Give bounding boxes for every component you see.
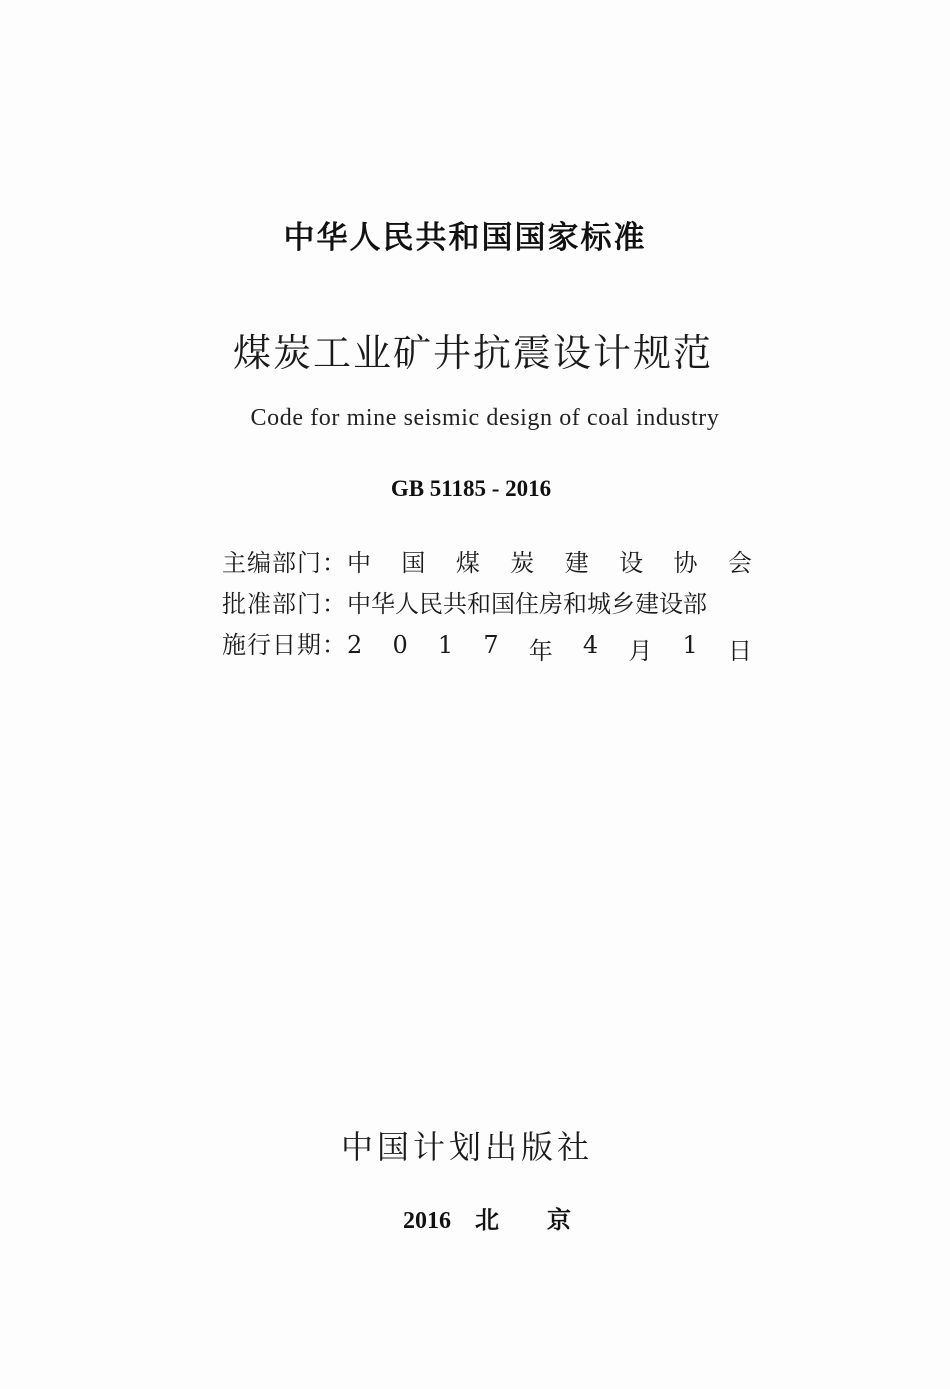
effective-date-char: 月 bbox=[628, 637, 653, 665]
editor-value-char: 国 bbox=[401, 549, 426, 577]
publication-city-char: 北 bbox=[475, 1208, 499, 1234]
editor-value-char: 设 bbox=[619, 549, 644, 577]
standard-title-chinese: 煤炭工业矿井抗震设计规范 bbox=[232, 331, 713, 375]
editor-value-char: 炭 bbox=[510, 549, 535, 577]
approver-value bbox=[347, 584, 752, 619]
effective-date-char: 1 bbox=[682, 631, 698, 659]
effective-date-char: 2 bbox=[347, 631, 363, 659]
effective-date-char: 4 bbox=[582, 631, 599, 659]
editor-row bbox=[222, 543, 752, 584]
effective-date-char: 7 bbox=[483, 631, 499, 659]
effective-date-char: 0 bbox=[392, 631, 408, 659]
publication-year: 2016 bbox=[403, 1208, 451, 1234]
editor-value-char: 会 bbox=[727, 549, 752, 577]
effective-date-char: 日 bbox=[727, 637, 752, 665]
editor-value-char: 协 bbox=[673, 549, 698, 577]
publication-year-city bbox=[12, 1200, 950, 1235]
effective-date-value bbox=[347, 631, 752, 666]
standard-info-block bbox=[222, 543, 752, 666]
approver-row bbox=[222, 584, 752, 625]
editor-value-char: 煤 bbox=[455, 549, 480, 577]
standard-code-number: GB 51185 - 2016 bbox=[390, 476, 552, 501]
editor-value-char: 建 bbox=[564, 549, 589, 577]
editor-label: 主编部门： bbox=[222, 549, 347, 577]
publisher-name: 中国计划出版社 bbox=[340, 1128, 593, 1166]
publication-city-char: 京 bbox=[547, 1208, 571, 1234]
approver-label: 批准部门： bbox=[222, 590, 347, 618]
editor-value bbox=[347, 543, 752, 578]
effective-date-row bbox=[222, 625, 752, 666]
effective-date-char: 年 bbox=[528, 637, 553, 665]
effective-date-label: 施行日期： bbox=[222, 631, 347, 659]
approver-value-text: 中华人民共和国住房和城乡建设部 bbox=[347, 590, 707, 618]
national-standard-heading: 中华人民共和国国家标准 bbox=[283, 220, 647, 256]
effective-date-char: 1 bbox=[437, 631, 454, 659]
standard-title-english: Code for mine seismic design of coal industry bbox=[250, 405, 720, 431]
editor-value-char: 中 bbox=[347, 549, 371, 577]
